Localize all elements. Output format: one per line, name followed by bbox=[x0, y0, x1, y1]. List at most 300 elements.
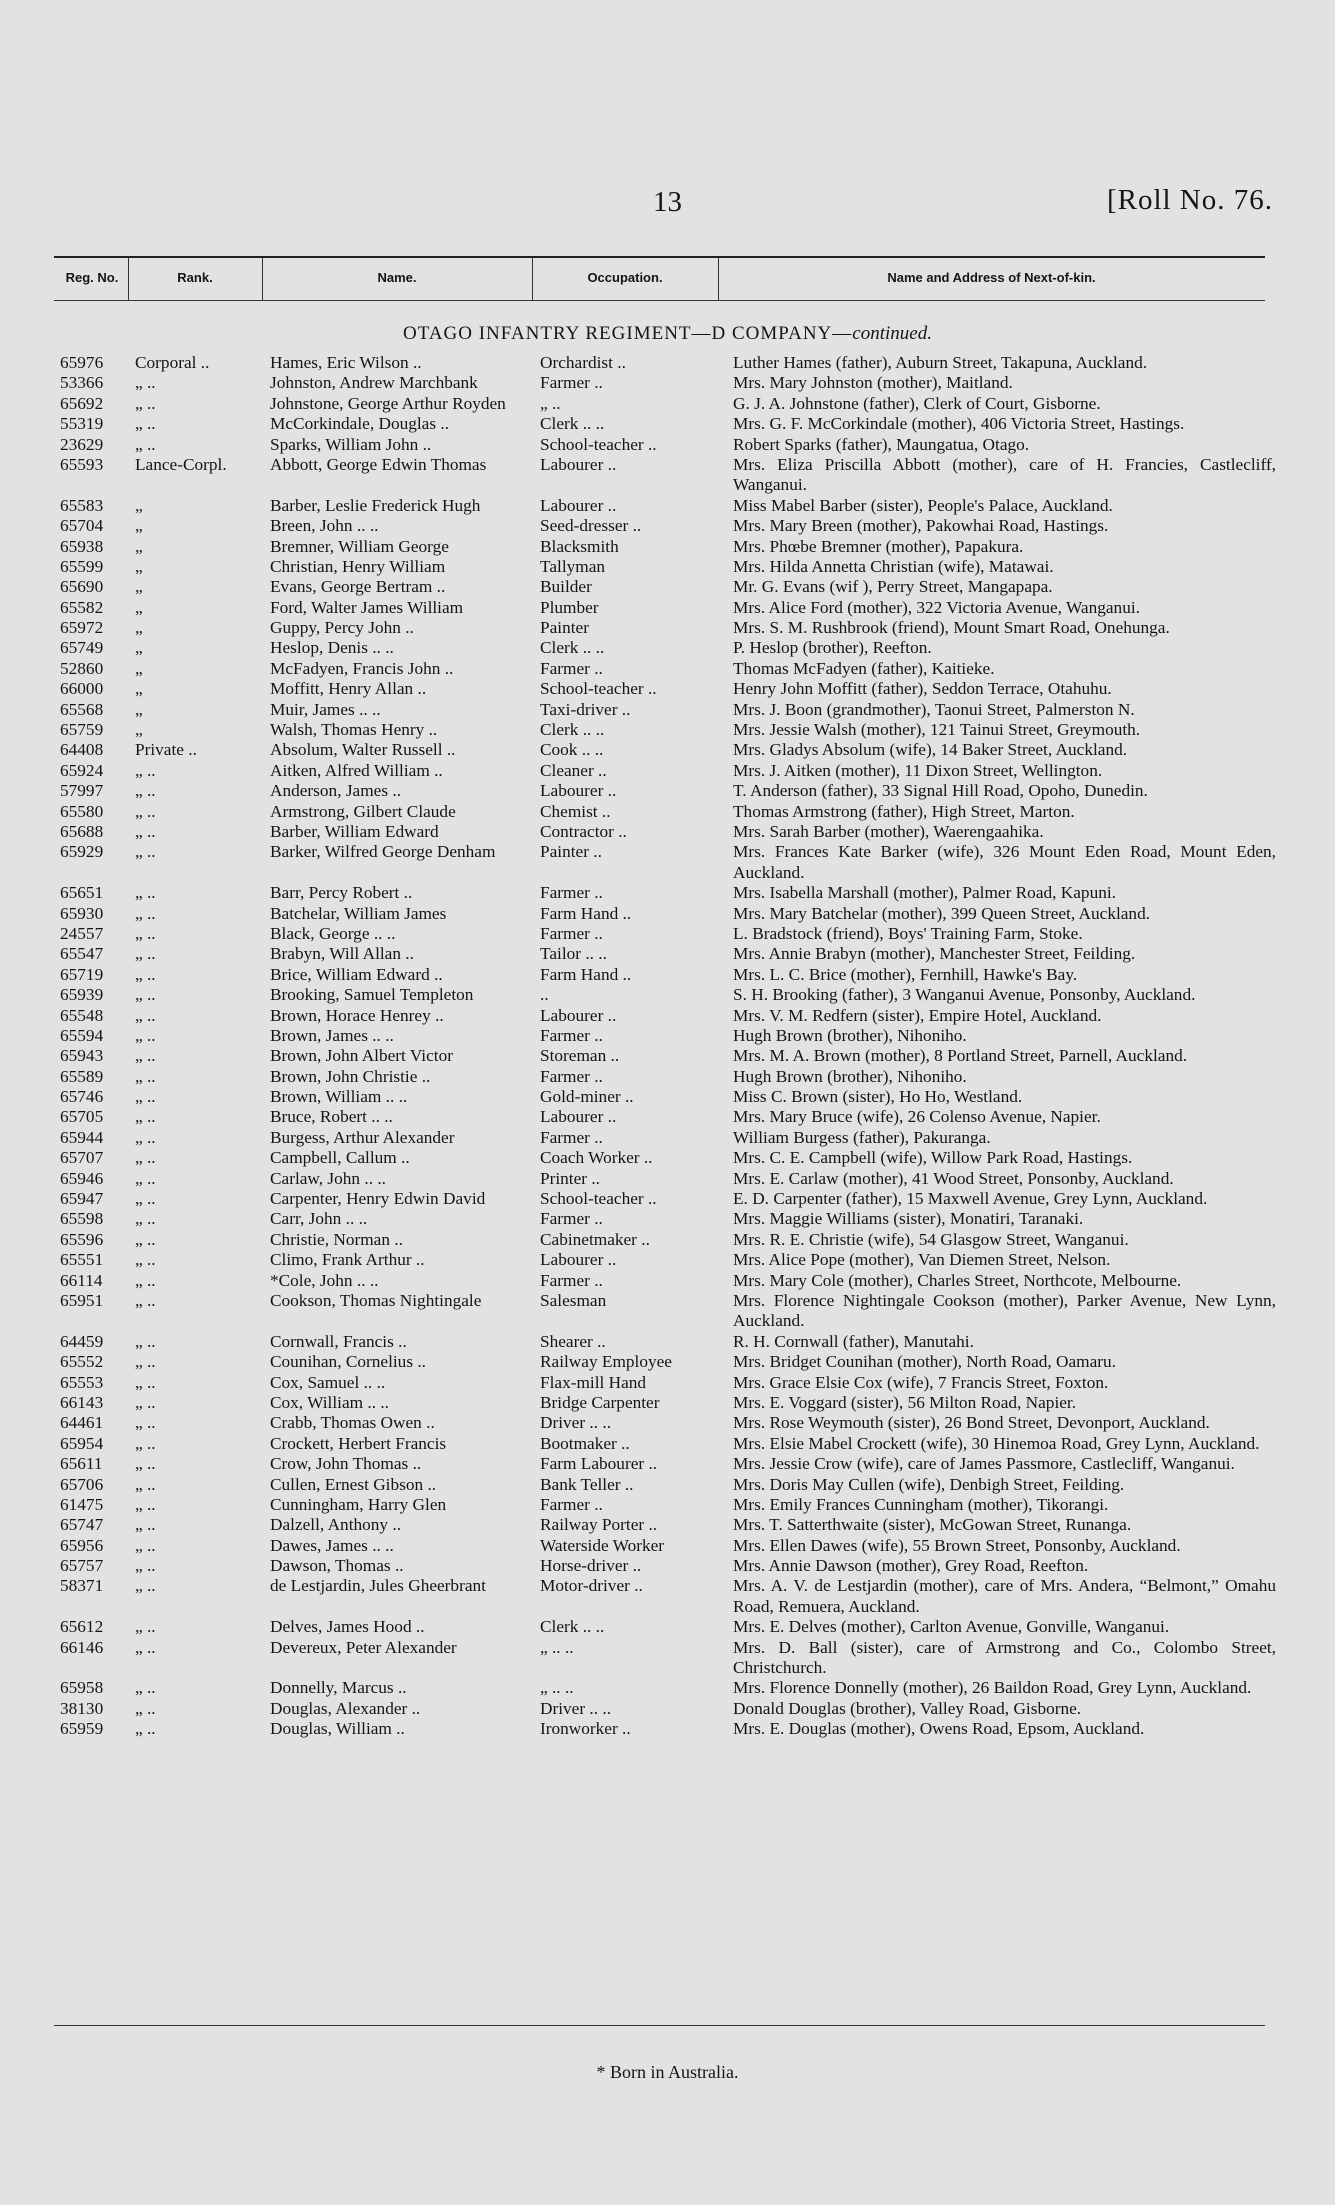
rank: „ .. bbox=[135, 1515, 156, 1535]
table-row bbox=[0, 1189, 1335, 1209]
next-of-kin: Mrs. Ellen Dawes (wife), 55 Brown Street, Ponsonby, Auckland. bbox=[733, 1535, 1181, 1555]
table-row bbox=[0, 924, 1335, 944]
name: Brown, James .. .. bbox=[270, 1025, 394, 1045]
rank: „ .. bbox=[135, 1005, 156, 1025]
next-of-kin: Mrs. Alice Ford (mother), 322 Victoria Avenue, Wanganui. bbox=[733, 597, 1140, 617]
table-row bbox=[0, 1067, 1335, 1087]
table-bottom-rule bbox=[54, 2025, 1265, 2026]
rank: „ bbox=[135, 495, 143, 515]
reg-number: 65593 bbox=[60, 454, 104, 474]
occupation: Farmer .. bbox=[540, 1494, 603, 1514]
next-of-kin: Mrs. Jessie Crow (wife), care of James Passmore, Castlecliff, Wanganui. bbox=[733, 1454, 1235, 1474]
rank: „ .. bbox=[135, 842, 156, 862]
next-of-kin: Mrs. Maggie Williams (sister), Monatiri, Taranaki. bbox=[733, 1209, 1084, 1229]
name: Douglas, William .. bbox=[270, 1719, 405, 1739]
reg-number: 66143 bbox=[60, 1392, 104, 1412]
name: Breen, John .. .. bbox=[270, 516, 379, 536]
name: Bruce, Robert .. .. bbox=[270, 1107, 393, 1127]
name: Crabb, Thomas Owen .. bbox=[270, 1413, 435, 1433]
rank: „ .. bbox=[135, 1372, 156, 1392]
name: Barber, William Edward bbox=[270, 822, 439, 841]
rank: Private .. bbox=[135, 740, 197, 760]
table-row bbox=[0, 1413, 1335, 1433]
rank: „ .. bbox=[135, 1331, 156, 1351]
name: Cunningham, Harry Glen bbox=[270, 1494, 447, 1514]
table-row bbox=[0, 1046, 1335, 1066]
occupation: „ .. bbox=[540, 393, 561, 413]
name: Carr, John .. .. bbox=[270, 1209, 368, 1229]
header-occupation: Occupation. bbox=[587, 270, 663, 285]
rank: „ .. bbox=[135, 1454, 156, 1474]
reg-number: 65719 bbox=[60, 964, 104, 984]
header-next-of-kin: Name and Address of Next-of-kin. bbox=[887, 270, 1096, 285]
name: Christian, Henry William bbox=[270, 556, 446, 576]
name: Cox, William .. .. bbox=[270, 1392, 389, 1412]
table-row bbox=[0, 577, 1335, 597]
rank: „ bbox=[135, 679, 143, 699]
next-of-kin: Mrs. G. F. McCorkindale (mother), 406 Victoria Street, Hastings. bbox=[733, 414, 1185, 434]
reg-number: 52860 bbox=[60, 658, 104, 678]
occupation: .. bbox=[540, 985, 549, 1005]
occupation: Painter bbox=[540, 618, 589, 638]
table-row bbox=[0, 1026, 1335, 1046]
occupation: Gold-miner .. bbox=[540, 1087, 634, 1107]
occupation: Waterside Worker bbox=[540, 1535, 665, 1555]
reg-number: 65951 bbox=[60, 1291, 104, 1310]
table-row bbox=[0, 618, 1335, 638]
table-row bbox=[0, 1332, 1335, 1352]
name: Sparks, William John .. bbox=[270, 434, 432, 454]
reg-number: 65746 bbox=[60, 1087, 104, 1107]
reg-number: 65747 bbox=[60, 1515, 104, 1535]
reg-number: 66000 bbox=[60, 679, 104, 699]
name: Dawson, Thomas .. bbox=[270, 1556, 404, 1576]
name: Brown, Horace Henrey .. bbox=[270, 1005, 444, 1025]
next-of-kin: Mrs. L. C. Brice (mother), Fernhill, Hawke's Bay. bbox=[733, 964, 1078, 984]
rank: „ .. bbox=[135, 1698, 156, 1718]
occupation: Motor-driver .. bbox=[540, 1576, 643, 1596]
reg-number: 65704 bbox=[60, 516, 104, 536]
table-row bbox=[0, 1107, 1335, 1127]
reg-number: 65759 bbox=[60, 720, 104, 740]
rank: „ .. bbox=[135, 1148, 156, 1168]
next-of-kin: Mrs. Mary Breen (mother), Pakowhai Road, Hastings. bbox=[733, 516, 1109, 536]
next-of-kin: Mrs. T. Satterthwaite (sister), McGowan Street, Runanga. bbox=[733, 1515, 1132, 1535]
name: Aitken, Alfred William .. bbox=[270, 760, 443, 780]
reg-number: 65956 bbox=[60, 1535, 104, 1555]
occupation: Clerk .. .. bbox=[540, 720, 605, 740]
next-of-kin: Mrs. Isabella Marshall (mother), Palmer Road, Kapuni. bbox=[733, 883, 1116, 903]
occupation: Clerk .. .. bbox=[540, 638, 605, 658]
name: Dawes, James .. .. bbox=[270, 1535, 394, 1555]
name: Cookson, Thomas Nightingale bbox=[270, 1291, 482, 1310]
occupation: Labourer .. bbox=[540, 495, 617, 515]
rank: „ .. bbox=[135, 1046, 156, 1066]
reg-number: 57997 bbox=[60, 781, 104, 801]
table-row bbox=[0, 1393, 1335, 1413]
occupation: Farmer .. bbox=[540, 1209, 603, 1229]
name: Barker, Wilfred George Denham bbox=[270, 842, 496, 862]
next-of-kin: Mrs. Elsie Mabel Crockett (wife), 30 Hinemoa Road, Grey Lynn, Auckland. bbox=[733, 1433, 1260, 1453]
reg-number: 65551 bbox=[60, 1250, 104, 1270]
name: Christie, Norman .. bbox=[270, 1229, 403, 1249]
occupation: Cleaner .. bbox=[540, 760, 607, 780]
occupation: „ .. .. bbox=[540, 1637, 574, 1657]
name: Brown, William .. .. bbox=[270, 1087, 408, 1107]
occupation: Storeman .. bbox=[540, 1046, 620, 1066]
name: Walsh, Thomas Henry .. bbox=[270, 720, 438, 740]
table-row bbox=[0, 1352, 1335, 1372]
rank: „ .. bbox=[135, 822, 156, 841]
reg-number: 64459 bbox=[60, 1331, 104, 1351]
table-row bbox=[0, 557, 1335, 577]
occupation: Farm Hand .. bbox=[540, 903, 632, 923]
next-of-kin: Mrs. Phœbe Bremner (mother), Papakura. bbox=[733, 536, 1024, 556]
next-of-kin: S. H. Brooking (father), 3 Wanganui Avenue, Ponsonby, Auckland. bbox=[733, 985, 1196, 1005]
rank: „ .. bbox=[135, 760, 156, 780]
table-row bbox=[0, 1434, 1335, 1454]
roll-number: [Roll No. 76. bbox=[1106, 184, 1273, 216]
occupation: School-teacher .. bbox=[540, 679, 657, 699]
next-of-kin: Mrs. Hilda Annetta Christian (wife), Matawai. bbox=[733, 556, 1054, 576]
name: Cornwall, Francis .. bbox=[270, 1331, 407, 1351]
reg-number: 55319 bbox=[60, 414, 104, 434]
name: Barber, Leslie Frederick Hugh bbox=[270, 495, 481, 515]
rank: „ .. bbox=[135, 923, 156, 943]
table-row bbox=[0, 1617, 1335, 1637]
rank: „ bbox=[135, 597, 143, 617]
reg-number: 65947 bbox=[60, 1189, 104, 1209]
table-row bbox=[0, 1087, 1335, 1107]
table-row bbox=[0, 353, 1335, 373]
name: Armstrong, Gilbert Claude bbox=[270, 801, 456, 821]
occupation: Driver .. .. bbox=[540, 1413, 612, 1433]
occupation: Tailor .. .. bbox=[540, 944, 607, 964]
next-of-kin: Mrs. Eliza Priscilla Abbott (mother), care of H. Francies, Castlecliff, Wanganui. bbox=[733, 454, 1276, 495]
occupation: Blacksmith bbox=[540, 536, 619, 556]
occupation: Painter .. bbox=[540, 842, 602, 862]
table-row bbox=[0, 1699, 1335, 1719]
rank: „ .. bbox=[135, 801, 156, 821]
name: Carpenter, Henry Edwin David bbox=[270, 1189, 486, 1209]
table-row bbox=[0, 1638, 1335, 1679]
table-row bbox=[0, 1148, 1335, 1168]
reg-number: 65568 bbox=[60, 699, 104, 719]
rank: „ .. bbox=[135, 781, 156, 801]
name: Climo, Frank Arthur .. bbox=[270, 1250, 425, 1270]
section-heading bbox=[0, 323, 1335, 345]
reg-number: 61475 bbox=[60, 1494, 104, 1514]
occupation: Builder bbox=[540, 577, 592, 597]
reg-number: 38130 bbox=[60, 1698, 104, 1718]
table-row bbox=[0, 394, 1335, 414]
page-number: 13 bbox=[653, 186, 682, 218]
rank: „ .. bbox=[135, 903, 156, 923]
rank: „ .. bbox=[135, 1025, 156, 1045]
occupation: Cook .. .. bbox=[540, 740, 604, 760]
name: Brooking, Samuel Templeton bbox=[270, 985, 474, 1005]
reg-number: 65580 bbox=[60, 801, 104, 821]
rank: „ .. bbox=[135, 393, 156, 413]
reg-number: 65596 bbox=[60, 1229, 104, 1249]
occupation: Railway Porter .. bbox=[540, 1515, 658, 1535]
next-of-kin: E. D. Carpenter (father), 15 Maxwell Avenue, Grey Lynn, Auckland. bbox=[733, 1189, 1208, 1209]
occupation: Labourer .. bbox=[540, 1250, 617, 1270]
next-of-kin: Mrs. J. Aitken (mother), 11 Dixon Street, Wellington. bbox=[733, 760, 1103, 780]
name: Cullen, Ernest Gibson .. bbox=[270, 1474, 437, 1494]
table-row bbox=[0, 720, 1335, 740]
next-of-kin: Thomas Armstrong (father), High Street, Marton. bbox=[733, 801, 1075, 821]
name: Carlaw, John .. .. bbox=[270, 1168, 386, 1188]
next-of-kin: Mr. G. Evans (wif ), Perry Street, Mangapapa. bbox=[733, 577, 1053, 597]
reg-number: 65749 bbox=[60, 638, 104, 658]
name: Donnelly, Marcus .. bbox=[270, 1678, 407, 1698]
table-row bbox=[0, 1230, 1335, 1250]
next-of-kin: Mrs. Florence Nightingale Cookson (mother), Parker Avenue, New Lynn, Auckland. bbox=[733, 1291, 1276, 1331]
next-of-kin: Mrs. Emily Frances Cunningham (mother), Tikorangi. bbox=[733, 1494, 1109, 1514]
rank: „ .. bbox=[135, 1127, 156, 1147]
reg-number: 65930 bbox=[60, 903, 104, 923]
reg-number: 65651 bbox=[60, 883, 104, 903]
table-row bbox=[0, 455, 1335, 496]
name: Brown, John Christie .. bbox=[270, 1066, 431, 1086]
name: Douglas, Alexander .. bbox=[270, 1698, 421, 1718]
occupation: Flax-mill Hand bbox=[540, 1372, 647, 1392]
reg-number: 23629 bbox=[60, 434, 104, 454]
reg-number: 53366 bbox=[60, 373, 104, 393]
reg-number: 65976 bbox=[60, 353, 104, 372]
name: Crockett, Herbert Francis bbox=[270, 1433, 447, 1453]
occupation: Orchardist .. bbox=[540, 353, 626, 372]
rank: „ .. bbox=[135, 1576, 156, 1596]
next-of-kin: Miss Mabel Barber (sister), People's Palace, Auckland. bbox=[733, 495, 1113, 515]
reg-number: 65599 bbox=[60, 556, 104, 576]
occupation: Coach Worker .. bbox=[540, 1148, 653, 1168]
reg-number: 65688 bbox=[60, 822, 104, 841]
table-row bbox=[0, 373, 1335, 393]
table-row bbox=[0, 679, 1335, 699]
rank: „ .. bbox=[135, 1291, 156, 1310]
name: Brabyn, Will Allan .. bbox=[270, 944, 414, 964]
name: Barr, Percy Robert .. bbox=[270, 883, 413, 903]
rank: „ .. bbox=[135, 1087, 156, 1107]
next-of-kin: R. H. Cornwall (father), Manutahi. bbox=[733, 1331, 974, 1351]
occupation: Chemist .. bbox=[540, 801, 611, 821]
rank: „ .. bbox=[135, 414, 156, 434]
rank: „ .. bbox=[135, 373, 156, 393]
table-row bbox=[0, 904, 1335, 924]
occupation: Plumber bbox=[540, 597, 599, 617]
reg-number: 65589 bbox=[60, 1066, 104, 1086]
next-of-kin: Mrs. Florence Donnelly (mother), 26 Baildon Road, Grey Lynn, Auckland. bbox=[733, 1678, 1252, 1698]
reg-number: 65594 bbox=[60, 1025, 104, 1045]
rank: „ .. bbox=[135, 944, 156, 964]
occupation: Farmer .. bbox=[540, 1025, 603, 1045]
next-of-kin: Hugh Brown (brother), Nihoniho. bbox=[733, 1025, 967, 1045]
reg-number: 65552 bbox=[60, 1352, 104, 1372]
next-of-kin: Henry John Moffitt (father), Seddon Terrace, Otahuhu. bbox=[733, 679, 1112, 699]
table-row bbox=[0, 638, 1335, 658]
reg-number: 65938 bbox=[60, 536, 104, 556]
occupation: Contractor .. bbox=[540, 822, 627, 841]
occupation: Farm Hand .. bbox=[540, 964, 632, 984]
rank: „ .. bbox=[135, 1678, 156, 1698]
next-of-kin: Mrs. E. Douglas (mother), Owens Road, Epsom, Auckland. bbox=[733, 1719, 1145, 1739]
rank: „ .. bbox=[135, 1189, 156, 1209]
next-of-kin: Mrs. S. M. Rushbrook (friend), Mount Smart Road, Onehunga. bbox=[733, 618, 1170, 638]
name: Johnstone, George Arthur Royden bbox=[270, 393, 506, 413]
rank: „ .. bbox=[135, 1066, 156, 1086]
table-row bbox=[0, 659, 1335, 679]
reg-number: 65944 bbox=[60, 1127, 104, 1147]
name: McFadyen, Francis John .. bbox=[270, 658, 454, 678]
table-row bbox=[0, 1515, 1335, 1535]
occupation: Farmer .. bbox=[540, 923, 603, 943]
occupation: Shearer .. bbox=[540, 1331, 606, 1351]
reg-number: 65929 bbox=[60, 842, 104, 862]
table-row bbox=[0, 740, 1335, 760]
rank: „ bbox=[135, 720, 143, 740]
section-continued: continued. bbox=[852, 323, 932, 344]
name: Burgess, Arthur Alexander bbox=[270, 1127, 455, 1147]
next-of-kin: Mrs. Alice Pope (mother), Van Diemen Street, Nelson. bbox=[733, 1250, 1111, 1270]
next-of-kin: Mrs. Frances Kate Barker (wife), 326 Mount Eden Road, Mount Eden, Auckland. bbox=[733, 842, 1276, 882]
occupation: Bridge Carpenter bbox=[540, 1392, 660, 1412]
name: Absolum, Walter Russell .. bbox=[270, 740, 456, 760]
occupation: Salesman bbox=[540, 1291, 607, 1310]
next-of-kin: Mrs. J. Boon (grandmother), Taonui Street, Palmerston N. bbox=[733, 699, 1135, 719]
table-row bbox=[0, 1454, 1335, 1474]
next-of-kin: P. Heslop (brother), Reefton. bbox=[733, 638, 932, 658]
reg-number: 65946 bbox=[60, 1168, 104, 1188]
rank: „ .. bbox=[135, 883, 156, 903]
name: Bremner, William George bbox=[270, 536, 449, 556]
next-of-kin: Mrs. Mary Cole (mother), Charles Street, Northcote, Melbourne. bbox=[733, 1270, 1182, 1290]
reg-number: 58371 bbox=[60, 1576, 104, 1596]
occupation: Farmer .. bbox=[540, 883, 603, 903]
rank: „ bbox=[135, 556, 143, 576]
occupation: Labourer .. bbox=[540, 1107, 617, 1127]
name: Dalzell, Anthony .. bbox=[270, 1515, 402, 1535]
occupation: Tallyman bbox=[540, 556, 606, 576]
occupation: Clerk .. .. bbox=[540, 1617, 605, 1637]
table-row bbox=[0, 1475, 1335, 1495]
occupation: Railway Employee bbox=[540, 1352, 672, 1372]
name: *Cole, John .. .. bbox=[270, 1270, 379, 1290]
next-of-kin: Mrs. Bridget Counihan (mother), North Road, Oamaru. bbox=[733, 1352, 1116, 1372]
name: Guppy, Percy John .. bbox=[270, 618, 414, 638]
rank: „ .. bbox=[135, 1474, 156, 1494]
table-row bbox=[0, 1556, 1335, 1576]
table-row bbox=[0, 516, 1335, 536]
name: Crow, John Thomas .. bbox=[270, 1454, 422, 1474]
name: Anderson, James .. bbox=[270, 781, 402, 801]
name: Heslop, Denis .. .. bbox=[270, 638, 394, 658]
table-row bbox=[0, 965, 1335, 985]
table-row bbox=[0, 1495, 1335, 1515]
header-bottom-rule bbox=[54, 300, 1265, 301]
rank: „ .. bbox=[135, 1637, 156, 1657]
next-of-kin: T. Anderson (father), 33 Signal Hill Road, Opoho, Dunedin. bbox=[733, 781, 1148, 801]
occupation: Labourer .. bbox=[540, 781, 617, 801]
table-row bbox=[0, 842, 1335, 883]
occupation: Farmer .. bbox=[540, 373, 603, 393]
reg-number: 65598 bbox=[60, 1209, 104, 1229]
reg-number: 65924 bbox=[60, 760, 104, 780]
rank: „ .. bbox=[135, 1433, 156, 1453]
table-row bbox=[0, 822, 1335, 842]
reg-number: 65706 bbox=[60, 1474, 104, 1494]
next-of-kin: G. J. A. Johnstone (father), Clerk of Court, Gisborne. bbox=[733, 393, 1101, 413]
rank: „ .. bbox=[135, 1535, 156, 1555]
occupation: Bank Teller .. bbox=[540, 1474, 634, 1494]
occupation: „ .. .. bbox=[540, 1678, 574, 1698]
name: Moffitt, Henry Allan .. bbox=[270, 679, 427, 699]
table-row bbox=[0, 496, 1335, 516]
rank: „ .. bbox=[135, 1719, 156, 1739]
name: Brice, William Edward .. bbox=[270, 964, 443, 984]
next-of-kin: Mrs. Mary Batchelar (mother), 399 Queen Street, Auckland. bbox=[733, 903, 1151, 923]
next-of-kin: Mrs. Gladys Absolum (wife), 14 Baker Street, Auckland. bbox=[733, 740, 1128, 760]
table-row bbox=[0, 883, 1335, 903]
reg-number: 65943 bbox=[60, 1046, 104, 1066]
next-of-kin: Luther Hames (father), Auburn Street, Takapuna, Auckland. bbox=[733, 353, 1148, 372]
next-of-kin: Miss C. Brown (sister), Ho Ho, Westland. bbox=[733, 1087, 1023, 1107]
rank: „ .. bbox=[135, 1352, 156, 1372]
table-row bbox=[0, 1209, 1335, 1229]
name: Delves, James Hood .. bbox=[270, 1617, 425, 1637]
occupation: Farmer .. bbox=[540, 1066, 603, 1086]
name: McCorkindale, Douglas .. bbox=[270, 414, 450, 434]
occupation: Farmer .. bbox=[540, 658, 603, 678]
rank: „ .. bbox=[135, 1168, 156, 1188]
table-row bbox=[0, 537, 1335, 557]
table-row bbox=[0, 1169, 1335, 1189]
table-row bbox=[0, 781, 1335, 801]
next-of-kin: Mrs. R. E. Christie (wife), 54 Glasgow Street, Wanganui. bbox=[733, 1229, 1129, 1249]
reg-number: 65972 bbox=[60, 618, 104, 638]
next-of-kin: L. Bradstock (friend), Boys' Training Farm, Stoke. bbox=[733, 923, 1083, 943]
next-of-kin: Mrs. Mary Bruce (wife), 26 Colenso Avenue, Napier. bbox=[733, 1107, 1101, 1127]
rank: „ .. bbox=[135, 434, 156, 454]
rank: „ .. bbox=[135, 1494, 156, 1514]
occupation: Taxi-driver .. bbox=[540, 699, 631, 719]
table-row bbox=[0, 761, 1335, 781]
reg-number: 64461 bbox=[60, 1413, 104, 1433]
occupation: Farmer .. bbox=[540, 1270, 603, 1290]
next-of-kin: Mrs. Sarah Barber (mother), Waerengaahika. bbox=[733, 822, 1044, 841]
rank: „ bbox=[135, 699, 143, 719]
rank: „ bbox=[135, 577, 143, 597]
occupation: Farm Labourer .. bbox=[540, 1454, 658, 1474]
name: Cox, Samuel .. .. bbox=[270, 1372, 386, 1392]
occupation: Horse-driver .. bbox=[540, 1556, 642, 1576]
occupation: School-teacher .. bbox=[540, 434, 657, 454]
next-of-kin: Mrs. Rose Weymouth (sister), 26 Bond Street, Devonport, Auckland. bbox=[733, 1413, 1210, 1433]
table-row bbox=[0, 1006, 1335, 1026]
next-of-kin: Mrs. Grace Elsie Cox (wife), 7 Francis Street, Foxton. bbox=[733, 1372, 1109, 1392]
reg-number: 65612 bbox=[60, 1617, 104, 1637]
rank: „ .. bbox=[135, 1617, 156, 1637]
occupation: Labourer .. bbox=[540, 1005, 617, 1025]
table-row bbox=[0, 1271, 1335, 1291]
rank: „ bbox=[135, 536, 143, 556]
rank: „ .. bbox=[135, 1413, 156, 1433]
occupation: Ironworker .. bbox=[540, 1719, 631, 1739]
next-of-kin: Robert Sparks (father), Maungatua, Otago. bbox=[733, 434, 1030, 454]
table-row bbox=[0, 802, 1335, 822]
rank: „ .. bbox=[135, 1392, 156, 1412]
